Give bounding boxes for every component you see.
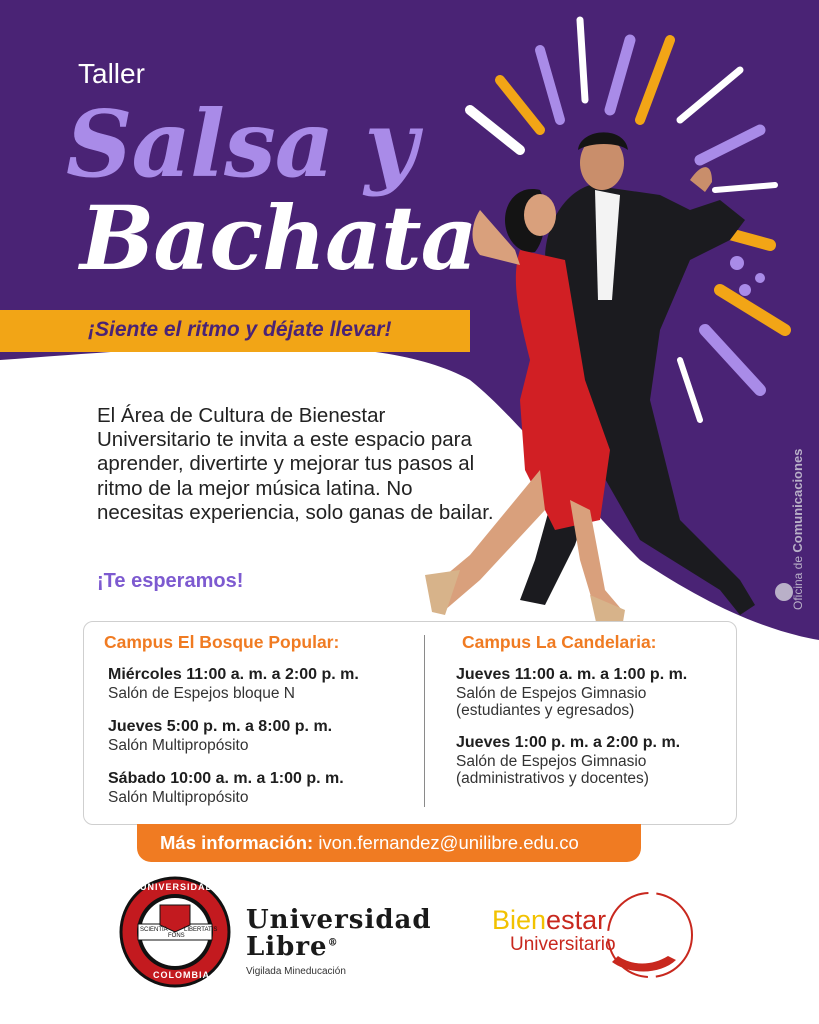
slot-time: Miércoles 11:00 a. m. a 2:00 p. m. [108, 666, 359, 683]
slogan: ¡Siente el ritmo y déjate llevar! [88, 318, 392, 341]
slot-time: Sábado 10:00 a. m. a 1:00 p. m. [108, 770, 344, 787]
slot-time: Jueves 11:00 a. m. a 1:00 p. m. [456, 666, 688, 683]
university-name-line2-wrap [246, 932, 339, 962]
slot-place: Salón de Espejos bloque N [108, 685, 295, 702]
bienestar-title [492, 905, 606, 936]
bienestar-part2: estar [546, 905, 607, 935]
slot-place: (estudiantes y egresados) [456, 702, 635, 719]
side-credit-prefix: Oficina de [791, 552, 805, 610]
campus-left-title: Campus El Bosque Popular: [104, 632, 340, 652]
contact-info [160, 832, 579, 854]
campus-right-title: Campus La Candelaria: [462, 632, 657, 652]
university-subtitle: Vigilada Mineducación [246, 966, 346, 977]
title-line-2: Bachata [80, 186, 477, 290]
schedule-divider [424, 635, 425, 807]
university-name-line2: Libre [246, 932, 328, 962]
university-name-line1: Universidad [246, 905, 432, 935]
slot-place: Salón Multipropósito [108, 737, 249, 754]
side-credit-office: Comunicaciones [790, 448, 805, 553]
bienestar-emblem [608, 893, 692, 977]
bienestar-part1: Bien [492, 905, 547, 935]
slot-time: Jueves 1:00 p. m. a 2:00 p. m. [456, 734, 681, 751]
seal-motto-left: SCIENTIA [140, 927, 168, 933]
slot-time: Jueves 5:00 p. m. a 8:00 p. m. [108, 718, 333, 735]
title-line-1: Salsa y [66, 90, 417, 198]
registered-mark: ® [327, 937, 339, 949]
slot-place: Salón de Espejos Gimnasio [456, 753, 647, 770]
seal-bottom-text: COLOMBIA [153, 970, 210, 980]
side-credit [790, 449, 805, 610]
seal-motto-mid: FONS [168, 933, 185, 939]
seal-top-text: UNIVERSIDAD LIBRE [140, 882, 249, 892]
slot-place: Salón de Espejos Gimnasio [456, 685, 647, 702]
workshop-kicker: Taller [78, 58, 145, 89]
seal-motto-right: LIBERTATIS [184, 927, 218, 933]
contact-email[interactable]: ivon.fernandez@unilibre.edu.co [318, 832, 579, 853]
slot-place: Salón Multipropósito [108, 789, 249, 806]
bienestar-subtitle: Universitario [510, 934, 616, 955]
call-to-action: ¡Te esperamos! [97, 570, 244, 592]
description: El Área de Cultura de Bienestar Universitario te invita a este espacio para aprender, divertirte y mejorar tus pasos al ritmo de la mejor música latina. No necesitas experiencia, solo ganas de bailar. [97, 404, 494, 524]
slot-place: (administrativos y docentes) [456, 770, 649, 787]
contact-label: Más información: [160, 832, 314, 853]
